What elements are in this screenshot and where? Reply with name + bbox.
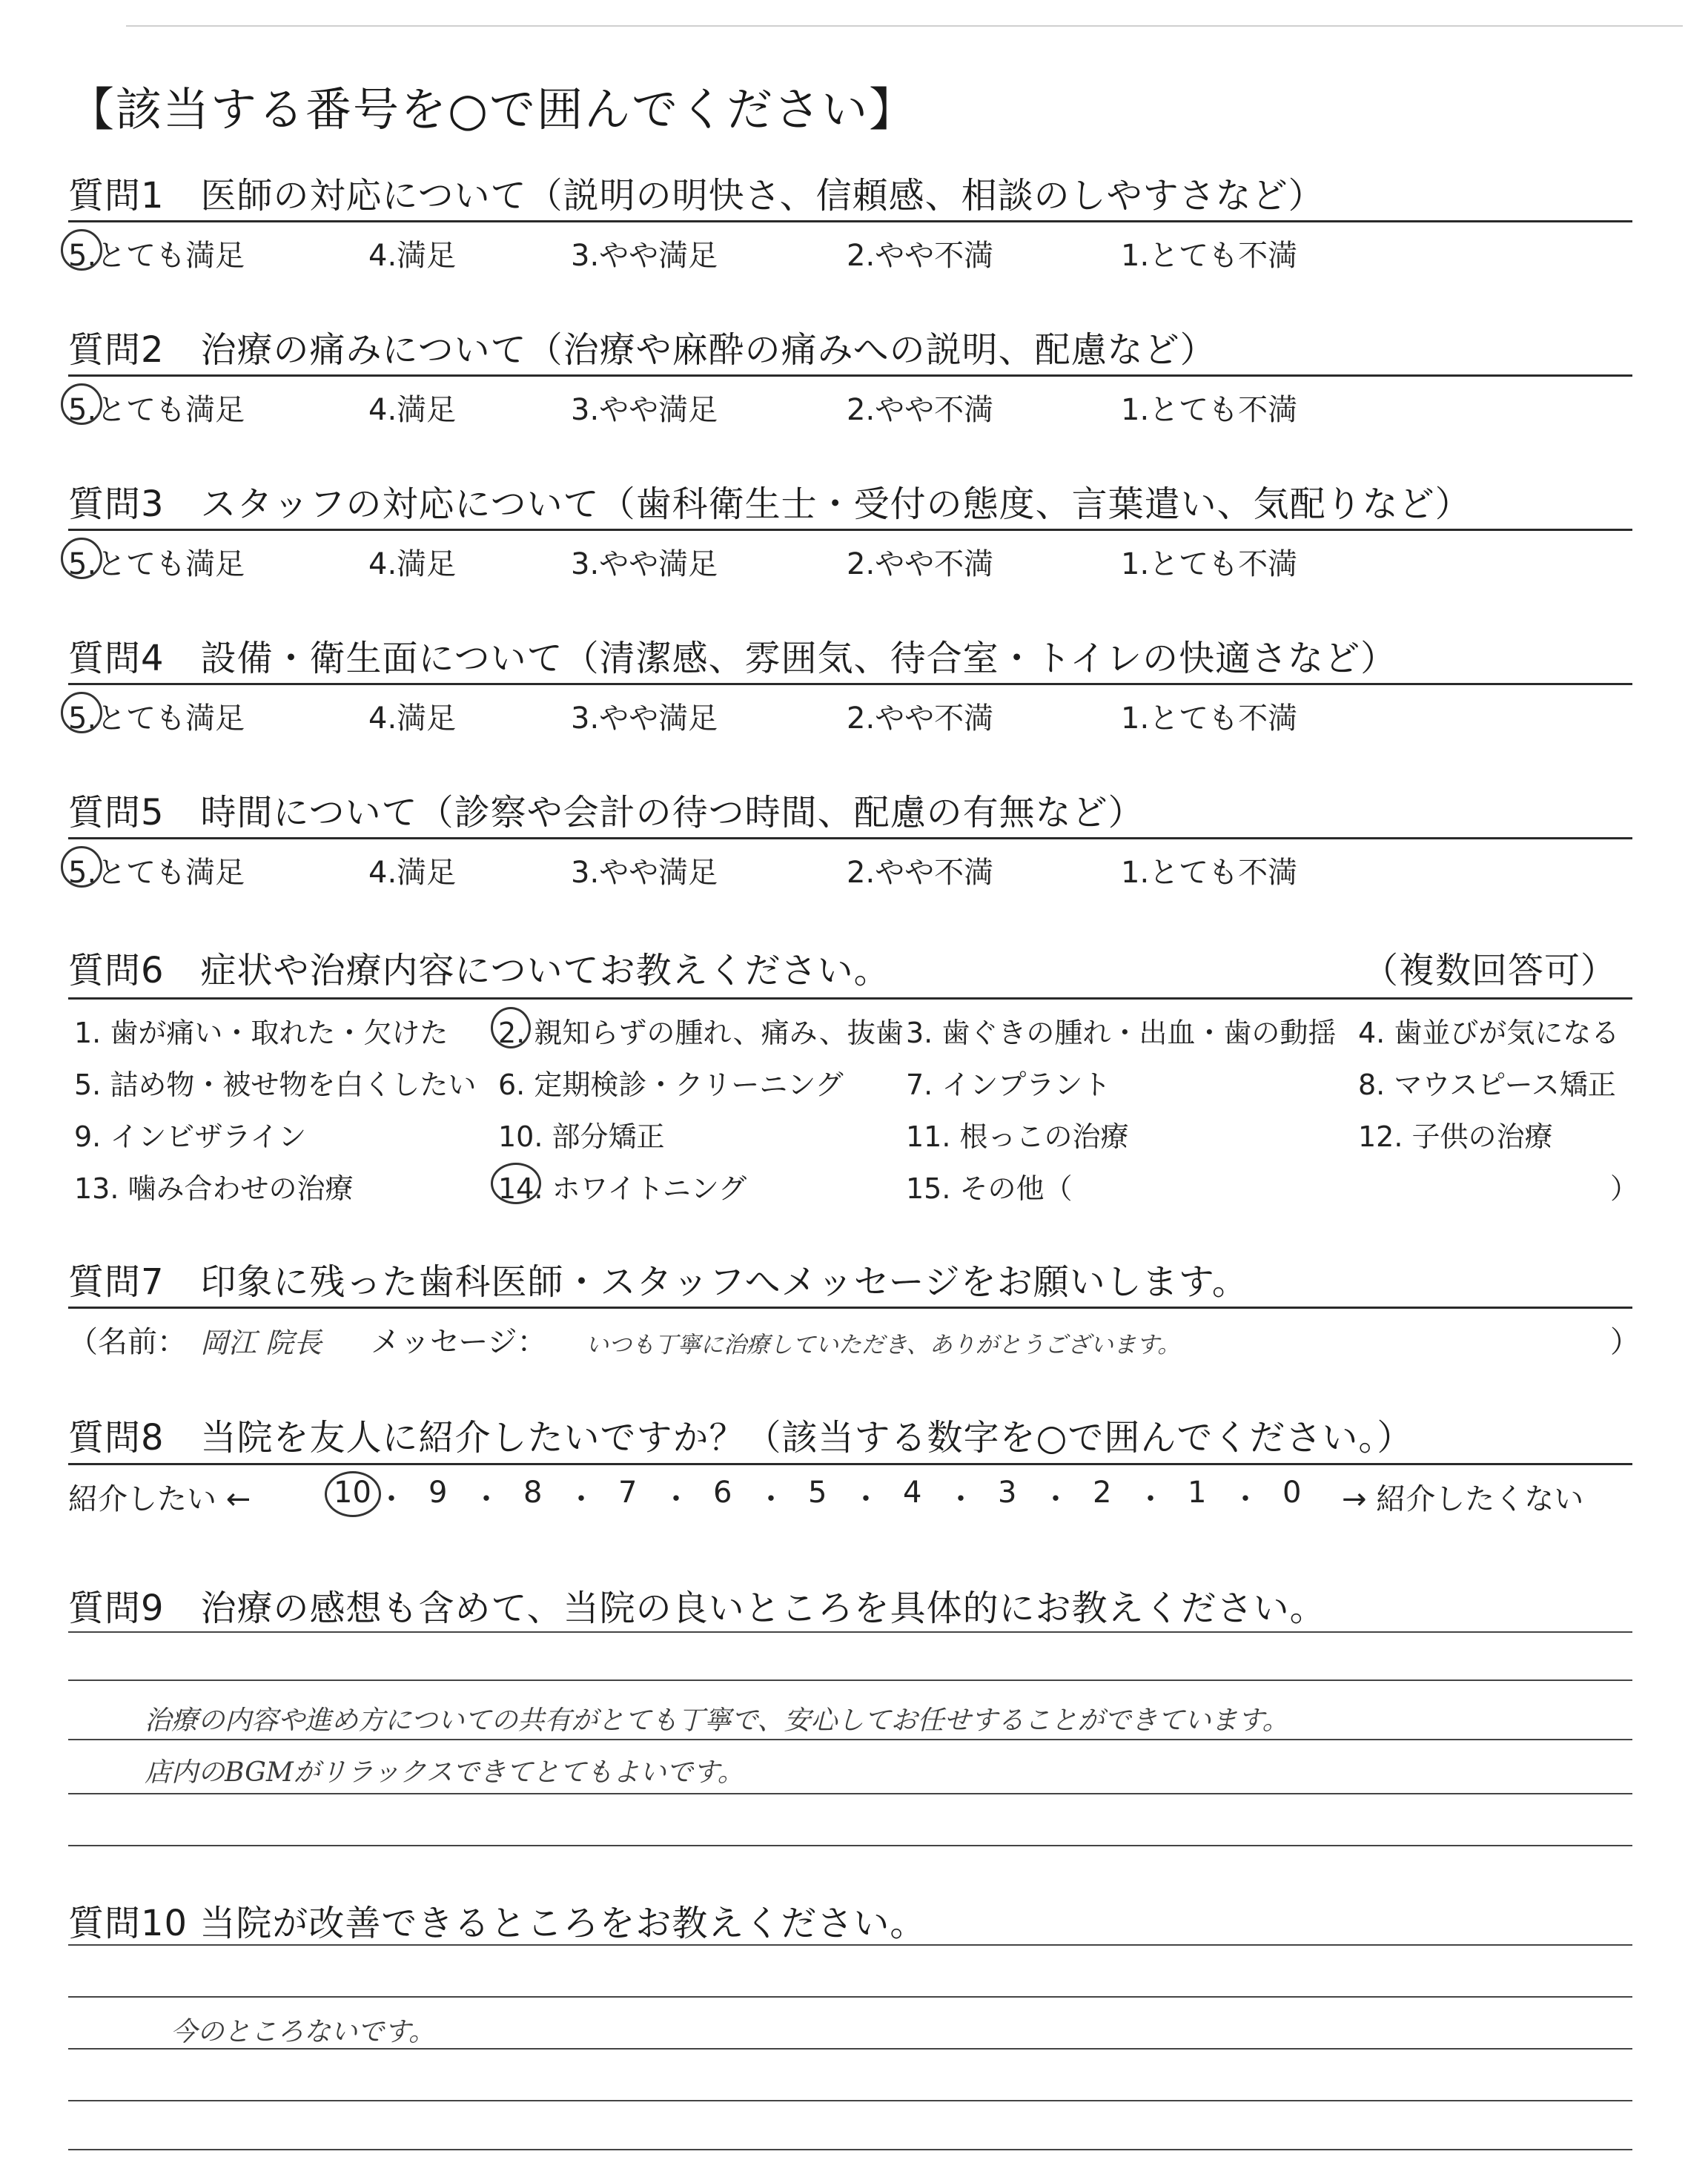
q9-answer-line-1[interactable]: 治療の内容や進め方についての共有がとても丁寧で、安心してお任せすることができています。 xyxy=(145,1705,1289,1736)
q4-option-5[interactable]: 5.とても満足 xyxy=(68,701,245,736)
q5-option-5[interactable]: 5.とても満足 xyxy=(68,856,245,890)
q8-scale-3[interactable]: 3 xyxy=(998,1476,1017,1510)
q6-option-3[interactable]: 3. 歯ぐきの腫れ・出血・歯の動揺 xyxy=(906,1017,1337,1049)
q1-option-3[interactable]: 3.やや満足 xyxy=(571,239,718,273)
q4-rule xyxy=(68,683,1632,685)
q6-option-15[interactable]: 15. その他（ xyxy=(906,1172,1073,1205)
q8-selection-circle xyxy=(325,1471,381,1517)
q10-line-5 xyxy=(68,2149,1632,2150)
q1-heading: 質問1 医師の対応について（説明の明快さ、信頼感、相談のしやすさなど） xyxy=(68,175,1325,217)
q1-option-5[interactable]: 5.とても満足 xyxy=(68,239,245,273)
q5-heading: 質問5 時間について（診察や会計の待つ時間、配慮の有無など） xyxy=(68,792,1145,833)
q8-scale-0[interactable]: 0 xyxy=(1282,1476,1302,1510)
q8-separator: ・ xyxy=(377,1482,406,1516)
q7-rule xyxy=(68,1307,1632,1309)
q8-rule xyxy=(68,1463,1632,1465)
q6-note: （複数回答可） xyxy=(1363,950,1618,991)
q5-rule xyxy=(68,837,1632,839)
q9-line-1 xyxy=(68,1631,1632,1633)
q3-option-1[interactable]: 1.とても不満 xyxy=(1121,547,1298,581)
q8-separator: ・ xyxy=(1041,1482,1070,1516)
q6-option-9[interactable]: 9. インビザライン xyxy=(74,1120,307,1153)
q1-rule xyxy=(68,220,1632,222)
q5-option-1[interactable]: 1.とても不満 xyxy=(1121,856,1298,890)
q7-heading: 質問7 印象に残った歯科医師・スタッフへメッセージをお願いします。 xyxy=(68,1261,1248,1303)
q4-option-1[interactable]: 1.とても不満 xyxy=(1121,701,1298,736)
q8-separator: ・ xyxy=(566,1482,596,1516)
q10-answer-line-1[interactable]: 今のところないです。 xyxy=(171,2017,436,2047)
q6-selection-circle-2 xyxy=(491,1007,531,1048)
q10-line-1 xyxy=(68,1944,1632,1946)
q2-option-5[interactable]: 5.とても満足 xyxy=(68,393,245,427)
q7-name-value[interactable]: 岡江 院長 xyxy=(200,1327,322,1359)
q8-scale-10[interactable]: 10 xyxy=(334,1476,371,1510)
q10-line-2 xyxy=(68,1996,1632,1998)
q5-option-4[interactable]: 4.満足 xyxy=(368,856,457,890)
q2-option-1[interactable]: 1.とても不満 xyxy=(1121,393,1298,427)
q6-option-14[interactable]: 14. ホワイトニング xyxy=(498,1172,747,1205)
q6-selection-circle-14 xyxy=(491,1163,541,1204)
q8-right-label: → 紹介したくない xyxy=(1342,1482,1584,1516)
q9-line-3 xyxy=(68,1739,1632,1740)
q1-option-1[interactable]: 1.とても不満 xyxy=(1121,239,1298,273)
q3-option-4[interactable]: 4.満足 xyxy=(368,547,457,581)
q6-option-8[interactable]: 8. マウスピース矯正 xyxy=(1358,1069,1616,1101)
q3-option-5[interactable]: 5.とても満足 xyxy=(68,547,245,581)
q5-option-2[interactable]: 2.やや不満 xyxy=(847,856,994,890)
q8-separator: ・ xyxy=(471,1482,501,1516)
q9-line-2 xyxy=(68,1680,1632,1681)
q6-rule xyxy=(68,997,1632,1000)
q1-option-2[interactable]: 2.やや不満 xyxy=(847,239,994,273)
q8-scale-5[interactable]: 5 xyxy=(808,1476,827,1510)
page-top-border xyxy=(126,25,1683,27)
q2-option-2[interactable]: 2.やや不満 xyxy=(847,393,994,427)
q2-option-3[interactable]: 3.やや満足 xyxy=(571,393,718,427)
q9-answer-line-2[interactable]: 店内のBGMがリラックスできてとてもよいです。 xyxy=(145,1757,744,1788)
q8-scale-8[interactable]: 8 xyxy=(523,1476,543,1510)
q3-option-3[interactable]: 3.やや満足 xyxy=(571,547,718,581)
q3-heading: 質問3 スタッフの対応について（歯科衛生士・受付の態度、言葉遣い、気配りなど） xyxy=(68,483,1472,525)
q4-option-2[interactable]: 2.やや不満 xyxy=(847,701,994,736)
q8-separator: ・ xyxy=(756,1482,786,1516)
q4-option-4[interactable]: 4.満足 xyxy=(368,701,457,736)
q6-option-4[interactable]: 4. 歯並びが気になる xyxy=(1358,1017,1620,1049)
q6-option-11[interactable]: 11. 根っこの治療 xyxy=(906,1120,1129,1153)
q6-option-13[interactable]: 13. 噛み合わせの治療 xyxy=(74,1172,354,1205)
q6-option-12[interactable]: 12. 子供の治療 xyxy=(1358,1120,1553,1153)
q2-selection-circle xyxy=(61,383,102,425)
q9-line-5 xyxy=(68,1845,1632,1846)
q9-heading: 質問9 治療の感想も含めて、当院の良いところを具体的にお教えください。 xyxy=(68,1588,1326,1629)
q8-scale-2[interactable]: 2 xyxy=(1093,1476,1112,1510)
q8-separator: ・ xyxy=(851,1482,881,1516)
q6-option-6[interactable]: 6. 定期検診・クリーニング xyxy=(498,1069,844,1101)
q8-separator: ・ xyxy=(1136,1482,1165,1516)
q5-selection-circle xyxy=(61,846,102,888)
q1-selection-circle xyxy=(61,229,102,271)
q7-message-value[interactable]: いつも丁寧に治療していただき、ありがとうございます。 xyxy=(586,1332,1181,1358)
q8-scale-7[interactable]: 7 xyxy=(618,1476,638,1510)
instruction-header: 【該当する番号を○で囲んでください】 xyxy=(68,82,917,136)
q6-option-10[interactable]: 10. 部分矯正 xyxy=(498,1120,665,1153)
q3-rule xyxy=(68,529,1632,531)
q10-heading: 質問10 当院が改善できるところをお教えください。 xyxy=(68,1903,927,1944)
q8-separator: ・ xyxy=(1231,1482,1260,1516)
q7-message-label: メッセージ： xyxy=(371,1325,547,1359)
q7-name-label: （名前： xyxy=(68,1325,187,1359)
q8-scale-6[interactable]: 6 xyxy=(713,1476,732,1510)
q6-heading: 質問6 症状や治療内容についてお教えください。 xyxy=(68,950,890,991)
q1-option-4[interactable]: 4.満足 xyxy=(368,239,457,273)
q8-heading: 質問8 当院を友人に紹介したいですか？（該当する数字を○で囲んでください。） xyxy=(68,1417,1414,1459)
q4-heading: 質問4 設備・衛生面について（清潔感、雰囲気、待合室・トイレの快適さなど） xyxy=(68,638,1397,679)
q3-selection-circle xyxy=(61,538,102,579)
q4-option-3[interactable]: 3.やや満足 xyxy=(571,701,718,736)
q6-option-16[interactable]: ） xyxy=(1610,1172,1639,1205)
q6-option-1[interactable]: 1. 歯が痛い・取れた・欠けた xyxy=(74,1017,448,1049)
q6-option-2[interactable]: 2. 親知らずの腫れ、痛み、抜歯 xyxy=(498,1017,904,1049)
q8-left-label: 紹介したい ← xyxy=(68,1482,251,1516)
q6-option-7[interactable]: 7. インプラント xyxy=(906,1069,1111,1101)
q3-option-2[interactable]: 2.やや不満 xyxy=(847,547,994,581)
q7-close-paren: ） xyxy=(1610,1325,1640,1359)
q4-selection-circle xyxy=(61,692,102,733)
q9-line-4 xyxy=(68,1793,1632,1794)
q2-option-4[interactable]: 4.満足 xyxy=(368,393,457,427)
q8-separator: ・ xyxy=(946,1482,976,1516)
q6-option-5[interactable]: 5. 詰め物・被せ物を白くしたい xyxy=(74,1069,477,1101)
q2-heading: 質問2 治療の痛みについて（治療や麻酔の痛みへの説明、配慮など） xyxy=(68,329,1217,371)
q8-scale-4[interactable]: 4 xyxy=(903,1476,922,1510)
q8-scale-1[interactable]: 1 xyxy=(1188,1476,1207,1510)
q8-scale-9[interactable]: 9 xyxy=(428,1476,448,1510)
q8-separator: ・ xyxy=(661,1482,691,1516)
q2-rule xyxy=(68,374,1632,377)
q5-option-3[interactable]: 3.やや満足 xyxy=(571,856,718,890)
q10-line-4 xyxy=(68,2100,1632,2101)
